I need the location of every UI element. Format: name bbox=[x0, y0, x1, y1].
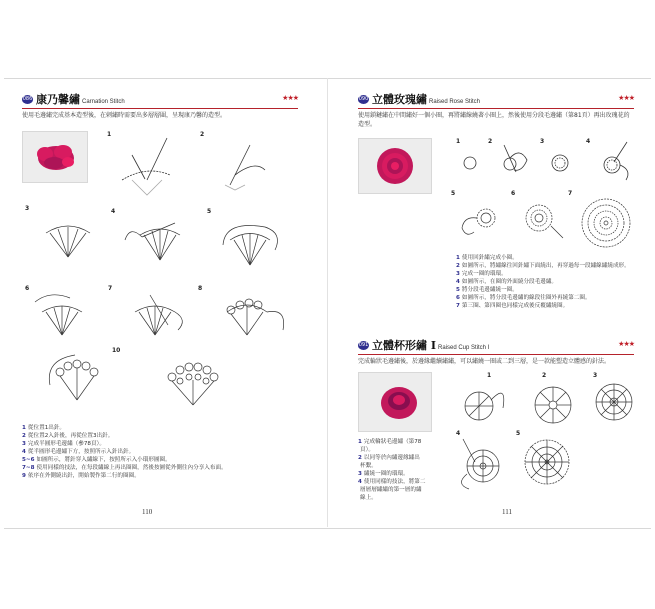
figure-label: 1 bbox=[107, 131, 112, 138]
cup-diagram-5 bbox=[520, 434, 575, 489]
cup-diagram-2 bbox=[528, 380, 578, 430]
step-item: 6 如圖所示，將分段毛邊繡的線段往圈外再繞第二圈。 bbox=[456, 295, 591, 301]
figure-label: 2 bbox=[542, 372, 547, 379]
right-page-section-rose bbox=[358, 92, 634, 129]
step-item: 5 將分段毛邊繡繞一圈。 bbox=[456, 287, 518, 293]
step-item: 1 完成輪狀毛邊繡（第78 bbox=[358, 439, 422, 445]
step-item: 2 以同等於內繡邊緣繡出 bbox=[358, 455, 420, 461]
carnation-diagram-7 bbox=[120, 290, 190, 345]
section-title bbox=[36, 92, 125, 110]
section-header-raised-rose bbox=[358, 92, 634, 109]
carnation-diagram-5 bbox=[215, 215, 285, 275]
section-title-en: Raised Rose Stitch bbox=[429, 99, 481, 105]
carnation-diagram-2 bbox=[205, 135, 275, 200]
page-number-right: 111 bbox=[502, 508, 512, 516]
section-header-carnation bbox=[22, 92, 298, 109]
figure-label: 6 bbox=[25, 285, 30, 292]
figure-label: 10 bbox=[112, 347, 121, 354]
carnation-steps bbox=[22, 424, 227, 480]
section-title-en: Carnation Stitch bbox=[82, 99, 125, 105]
raised-rose-photo bbox=[358, 138, 432, 194]
figure-label: 3 bbox=[540, 138, 545, 145]
step-item: 3 完成半圓形毛邊繡（參78頁）。 bbox=[22, 441, 105, 447]
step-item: 頁）。 bbox=[360, 447, 374, 453]
raised-rose-steps bbox=[456, 254, 630, 310]
section-header-raised-cup bbox=[358, 338, 634, 355]
figure-label: 7 bbox=[568, 190, 573, 197]
section-title-zh: 康乃馨繡 bbox=[36, 93, 80, 106]
section-intro: 使用毛邊繡完成基本造型後，在刺繡時需要出多層層圍，呈現康乃馨的造型。 bbox=[22, 112, 227, 119]
step-item: 5~6 如圖所示，將針穿入繡線下，按照所示入小環形圖圈。 bbox=[22, 457, 171, 463]
section-title bbox=[372, 92, 480, 110]
step-item: 層層層繡繡的第一層的繡 bbox=[360, 487, 422, 493]
rose-diagram-6 bbox=[515, 196, 565, 241]
figure-label: 5 bbox=[451, 190, 456, 197]
rose-diagram-2 bbox=[492, 142, 537, 182]
section-title-zh: 立體玫瑰繡 bbox=[372, 93, 427, 106]
figure-label: 2 bbox=[200, 131, 205, 138]
section-number-badge: 086 bbox=[22, 96, 33, 102]
step-item: 3 繡繞一圈的環環。 bbox=[358, 471, 409, 477]
carnation-diagram-9 bbox=[40, 350, 115, 410]
figure-label: 5 bbox=[207, 208, 212, 215]
figure-label: 4 bbox=[586, 138, 591, 145]
step-item: 3 完成一圈的環環。 bbox=[456, 271, 507, 277]
section-intro: 完成輪狀毛邊繡後，於邊緣繼續繡繡，可以繡繞一圈或二到三層，是一款能塑造立體感的針法。 bbox=[358, 358, 611, 365]
step-item: 線上。 bbox=[360, 495, 377, 501]
section-number-badge: 090 bbox=[358, 96, 369, 102]
rose-diagram-1 bbox=[455, 148, 485, 178]
step-item: 1 使用回針繡完成小圈。 bbox=[456, 255, 518, 261]
step-item: 7~8 使用同樣的技法，在每段繡線上再出圈圈，然後按圖從外側往內分享入布面。 bbox=[22, 465, 227, 471]
section-intro: 使用鎖鏈繡在中間繡好一個小圈，再將繡線繞著小圈上，然後使用分段毛邊繡（第81頁）再出玫瑰花的造型。 bbox=[358, 112, 630, 128]
page-number-left: 110 bbox=[142, 508, 153, 516]
difficulty-stars: ★★★ bbox=[618, 340, 634, 348]
rose-diagram-7 bbox=[578, 196, 633, 251]
figure-label: 4 bbox=[111, 208, 116, 215]
figure-label: 2 bbox=[488, 138, 493, 145]
carnation-diagram-4 bbox=[120, 215, 190, 270]
step-item: 9 依序在外側繞出針，開始製作第二行的圈圈。 bbox=[22, 473, 140, 479]
figure-label: 3 bbox=[593, 372, 598, 379]
left-page bbox=[22, 92, 298, 120]
rose-diagram-5 bbox=[456, 198, 501, 243]
raised-cup-photo bbox=[358, 372, 432, 432]
difficulty-stars: ★★★ bbox=[618, 94, 634, 102]
raised-cup-photo-image bbox=[359, 373, 431, 431]
carnation-photo-image bbox=[23, 132, 87, 182]
cup-diagram-1 bbox=[455, 378, 510, 433]
carnation-diagram-6 bbox=[30, 290, 95, 345]
figure-label: 8 bbox=[198, 285, 203, 292]
section-number-badge: 091 bbox=[358, 342, 369, 348]
carnation-diagram-10 bbox=[160, 355, 225, 410]
figure-label: 1 bbox=[456, 138, 461, 145]
step-item: 7 第三圈、第四圈也同樣完成後反覆繡繞圈。 bbox=[456, 303, 569, 309]
step-item: 4 如圖所示，在圈的外面繞分段毛邊繡。 bbox=[456, 279, 558, 285]
figure-label: 5 bbox=[516, 430, 521, 437]
section-title-zh: 立體杯形繡 I bbox=[372, 339, 436, 352]
figure-label: 7 bbox=[108, 285, 113, 292]
section-title-en: Raised Cup Stitch I bbox=[437, 345, 490, 351]
figure-label: 4 bbox=[456, 430, 461, 437]
step-item: 2 如圖所示，將繡線往回針繡下面繞出，再穿過每一段繡線繡繞成形。 bbox=[456, 263, 630, 269]
raised-cup-steps bbox=[358, 438, 425, 502]
rose-diagram-3 bbox=[545, 148, 575, 178]
raised-rose-photo-image bbox=[359, 139, 431, 193]
step-item: 杯繫。 bbox=[360, 463, 377, 469]
book-gutter bbox=[327, 78, 328, 527]
cup-diagram-4 bbox=[455, 434, 510, 494]
section-title bbox=[372, 338, 489, 356]
step-item: 4 使用同樣的技法，將第二 bbox=[358, 479, 426, 485]
right-page-section-cup bbox=[358, 338, 634, 366]
figure-label: 1 bbox=[487, 372, 492, 379]
carnation-diagram-3 bbox=[40, 215, 100, 265]
figure-label: 3 bbox=[25, 205, 30, 212]
step-item: 1 從位置1出針。 bbox=[22, 425, 66, 431]
step-item: 2 從位置2入針後，再從位置3出針。 bbox=[22, 433, 114, 439]
carnation-diagram-8 bbox=[215, 290, 290, 345]
figure-label: 6 bbox=[511, 190, 516, 197]
rose-diagram-4 bbox=[592, 140, 637, 185]
step-item: 4 從半圓形毛邊繡下方，按照所示入針出針。 bbox=[22, 449, 135, 455]
cup-diagram-3 bbox=[592, 380, 637, 425]
carnation-photo bbox=[22, 131, 88, 183]
carnation-diagram-1 bbox=[112, 135, 182, 200]
difficulty-stars: ★★★ bbox=[282, 94, 298, 102]
